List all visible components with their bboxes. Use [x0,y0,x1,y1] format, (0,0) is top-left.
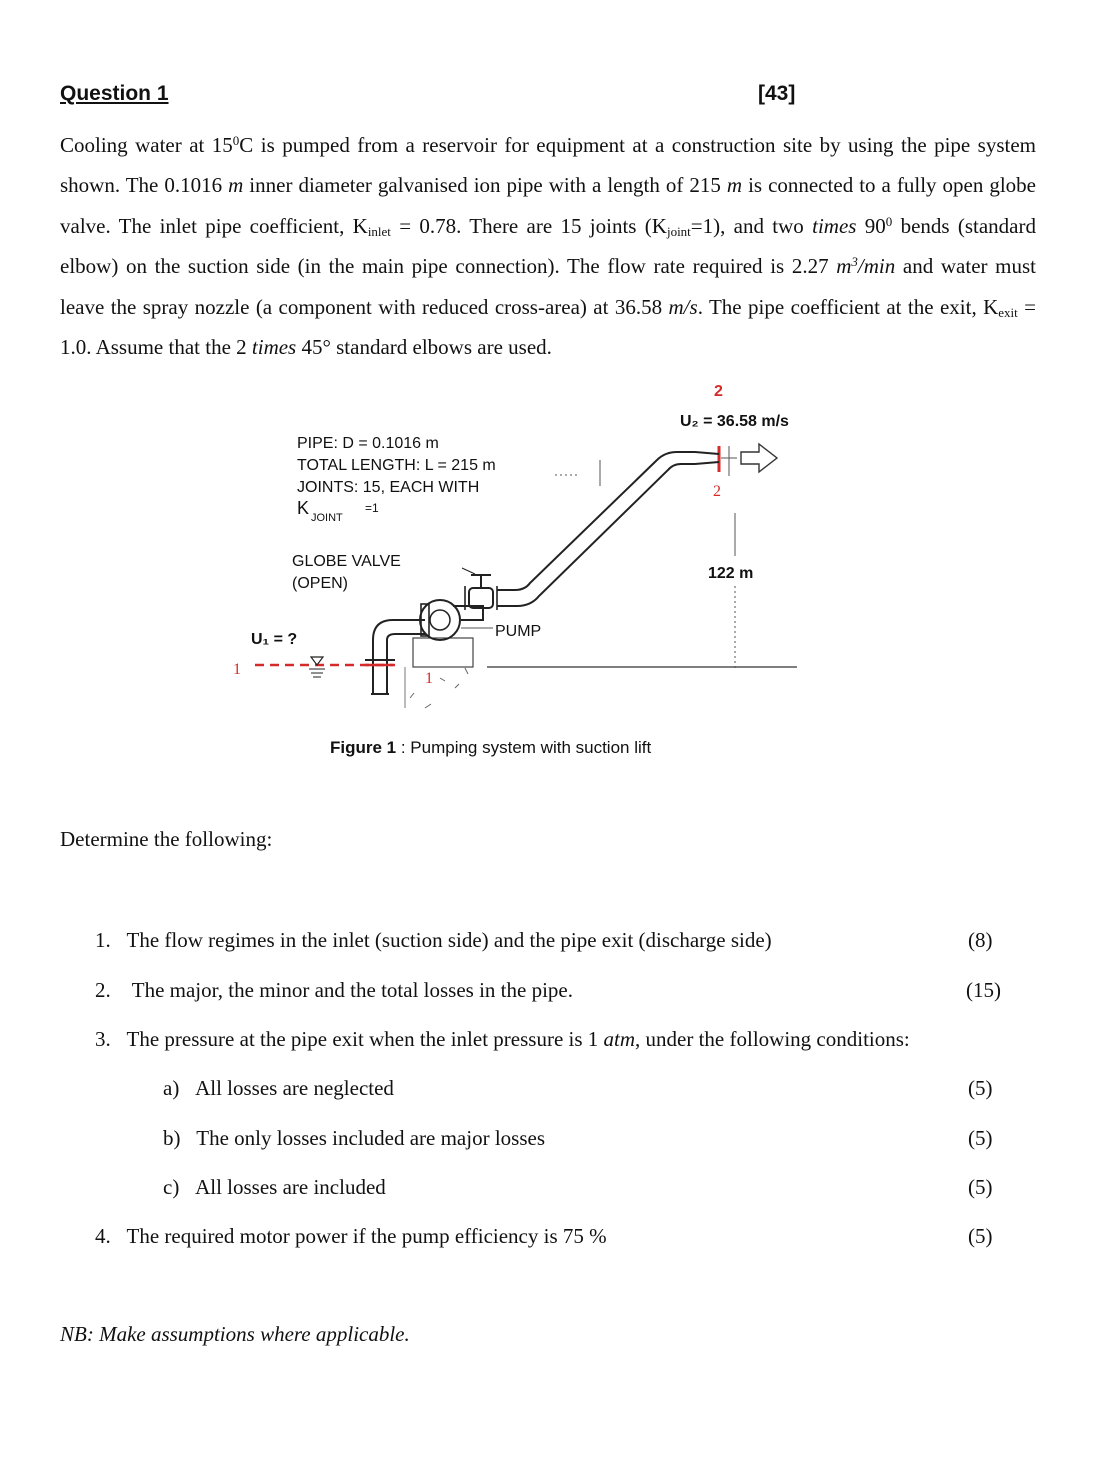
figure-caption: Figure 1 : Pumping system with suction lift [330,738,652,757]
pipe-diameter-label: PIPE: D = 0.1016 m [297,435,439,452]
globe-valve-icon [465,575,497,610]
sub-list-item: c) All losses are included [163,1175,386,1199]
item-marks: (5) [968,1224,993,1248]
problem-statement: Cooling water at $15^0C$ is pumped from a reservoir for equipment at a construction site by using the pipe system shown. The 0.1016 m inner diameter galvanised ion pipe with a length of 215 m is connected to a fully open globe valve. The inlet pipe coefficient, $K_{inlet} = 0.78$. There are 15 joints $(K_{joint}=1)$, and two times $90^0$ bends (standard elbow) on the suction side (in the main pipe connection). The flow rate required is 2.27 $m^3/\min$ and water must leave the spray nozzle (a component with reduced cross-area) at 36.58 m/s. The pipe coefficient at the exit, $K_{exit} = 1.0$. Assume that the 2 times 45° standard elbows are used. [60,133,1037,360]
spray-nozzle-icon [695,446,737,476]
pump-label: PUMP [495,623,542,640]
flow-direction-arrow-icon [741,444,777,472]
discharge-pipe [497,452,695,606]
pipe-joints-label: JOINTS: 15, EACH WITH [297,479,480,496]
u2-label: U₂ = 36.58 m/s [680,413,789,430]
question-marks: [43] [758,82,796,105]
sub-list-item: b) The only losses included are major losses [163,1126,546,1150]
nb-note: NB: Make assumptions where applicable. [60,1322,410,1346]
item-marks: (5) [968,1175,993,1199]
item-marks: (8) [968,928,993,952]
k-joint-value: =1 [365,501,379,515]
water-level-icon [309,657,325,677]
suction-pipe [373,620,425,694]
globe-valve-label: GLOBE VALVE [292,553,401,570]
k-joint-k: K [297,498,310,518]
item-marks: (5) [968,1126,993,1150]
point-1-label-inner: 1 [425,670,433,687]
pipe-length-label: TOTAL LENGTH: L = 215 m [297,457,496,474]
globe-valve-state: (OPEN) [292,575,348,592]
determine-label: Determine the following: [60,827,273,851]
list-item: 3. The pressure at the pipe exit when the inlet pressure is 1 atm, under the following conditions: [95,1027,910,1051]
point-2-label-top: 2 [714,383,723,400]
height-label: 122 m [708,565,754,582]
point-2-label-mid: 2 [713,483,721,500]
valve-leader [462,568,475,574]
pumping-system-figure [225,378,825,728]
pump-foundation [405,638,473,708]
sub-list-item: a) All losses are neglected [163,1076,394,1100]
item-marks: (15) [966,978,1001,1002]
pump-icon [420,600,483,640]
question-title: Question 1 [60,82,169,105]
list-item: 4. The required motor power if the pump efficiency is 75 % [95,1224,607,1248]
point-1-label-left: 1 [233,661,241,678]
list-item: 2. The major, the minor and the total losses in the pipe. [95,978,573,1002]
list-item: 1. The flow regimes in the inlet (suction side) and the pipe exit (discharge side) [95,928,772,952]
k-joint-sub: JOINT [311,512,343,524]
u1-label: U₁ = ? [251,631,298,648]
item-marks: (5) [968,1076,993,1100]
